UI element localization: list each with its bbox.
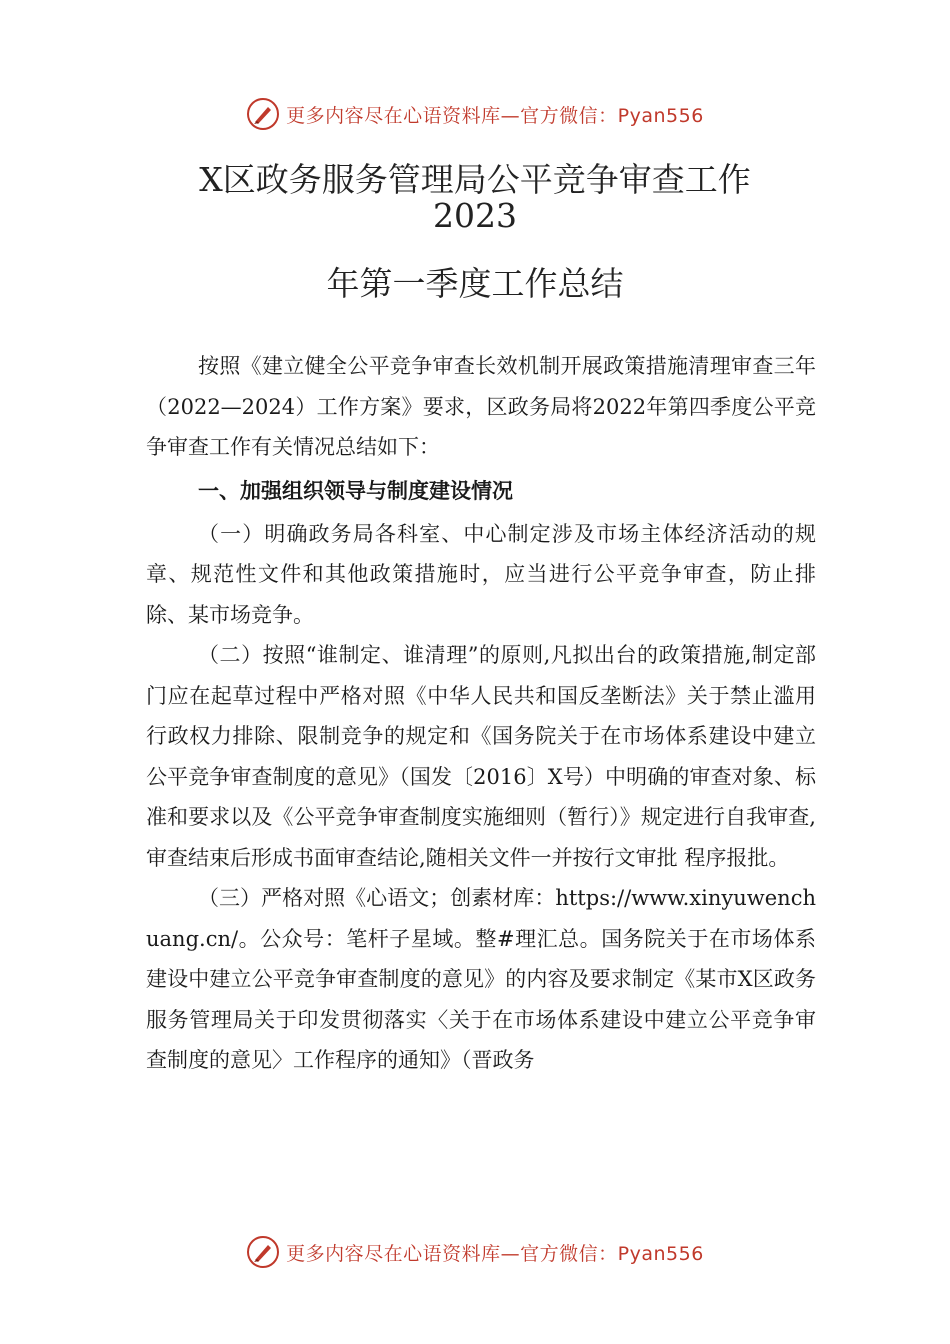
document-body: [146, 346, 816, 1081]
banner-text: 更多内容尽在心语资料库—官方微信：Pyan556: [286, 1242, 704, 1265]
item-paragraph-1: （一）明确政务局各科室、中心制定涉及市场主体经济活动的规章、规范性文件和其他政策措施时，应当进行公平竞争审查，防止排除、某市场竞争。: [146, 521, 816, 627]
document-title-line1: X区政务服务管理局公平竞争审查工作: [199, 160, 751, 199]
document-title-line3: 年第一季度工作总结: [326, 264, 624, 303]
section-heading-1: 一、加强组织领导与制度建设情况: [198, 478, 513, 503]
pen-logo-icon: [246, 97, 280, 131]
document-title-line2: 2023: [433, 196, 517, 235]
item-paragraph-2: （二）按照“谁制定、谁清理”的原则,凡拟出台的政策措施,制定部门应在起草过程中严格对照《中华人民共和国反垄断法》关于禁止滥用行政权力排除、限制竞争的规定和《国务院关于在市场体系建设中建立公平竞争审查制度的意见》（国发〔2016〕X号）中明确的审查对象、标准和要求以及《公平竞争审查制度实施细则（暂行）》规定进行自我审查,审查结束后形成书面审查结论,随相关文件一并按行文审批 程序报批。: [146, 643, 816, 870]
header-banner: [0, 94, 950, 134]
banner-text: 更多内容尽在心语资料库—官方微信：Pyan556: [286, 104, 704, 127]
footer-banner: [0, 1232, 950, 1272]
intro-paragraph: 按照《建立健全公平竞争审查长效机制开展政策措施清理审查三年（2022—2024）工作方案》要求，区政务局将2022年第四季度公平竞争审查工作有关情况总结如下：: [146, 354, 816, 459]
item-paragraph-3: （三）严格对照《心语文；创素材库：https://www.xinyuwenchuang.cn/。公众号：笔杆子星域。整#理汇总。国务院关于在市场体系建设中建立公平竞争审查制度的意见》的内容及要求制定《某市X区政务服务管理局关于印发贯彻落实〈关于在市场体系建设中建立公平竞争审查制度的意见〉工作程序的通知》（晋政务: [146, 886, 816, 1072]
pen-logo-icon: [246, 1235, 280, 1269]
